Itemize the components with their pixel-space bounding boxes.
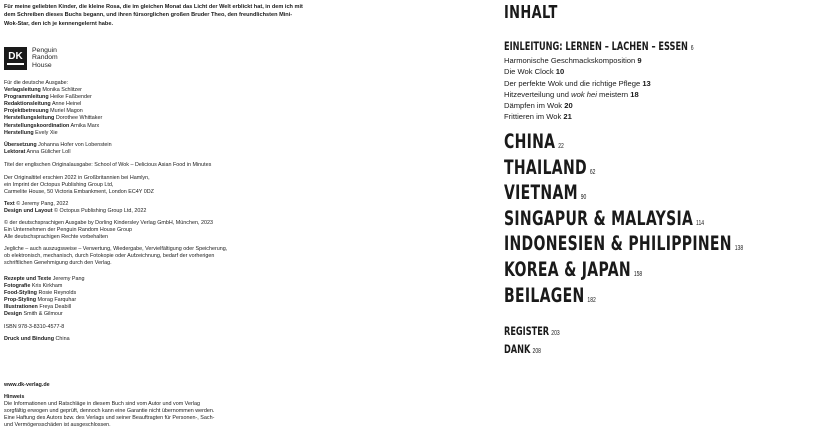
original-edition-info [4,175,154,196]
text-line: Alle deutschsprachigen Rechte vorbehalten [4,234,108,241]
dk-logo-mark: DK [8,51,23,63]
credit-row: Projektbetreuung Muriel Magon [4,108,83,115]
credit-row: Rezepte und Texte Jeremy Pang [4,276,85,282]
credit-row: Redaktionsleitung Anne Heinel [4,101,82,108]
page-number: 10 [555,67,565,77]
toc-subsection-entry[interactable]: Dämpfen im Wok 20 [504,101,573,111]
page-number: 62 [589,168,596,176]
text-line: Carmelite House, 50 Victoria Embankment, London EC4Y 0DZ [4,189,154,196]
credit-row: Herstellungskoordination Arnika Marx [4,122,100,129]
page-number: 138 [734,245,744,253]
credit-row: Verlagsleitung Monika Schlitzer [4,87,82,94]
text-line: © der deutschsprachigen Ausgabe by Dorling Kindersley Verlag GmbH, München, 2023 [4,220,213,226]
credit-row: Illustrationen Freya Deabill [4,304,72,311]
page-number: 203 [551,330,560,337]
page-number: 6 [690,45,694,52]
rights-notice [4,246,227,267]
book-creators [4,276,85,319]
text-line: Der Originaltitel erschien 2022 in Großbritannien bei Hamlyn, [4,175,150,181]
toc-subsection-list [504,55,767,123]
website-link[interactable]: www.dk-verlag.de [4,382,50,388]
credit-row: Fotografie Kris Kirkham [4,283,63,290]
toc-entry-register[interactable]: REGISTER 203 [504,324,560,338]
publisher-name-line: Penguin [32,47,57,54]
toc-subsection-entry[interactable]: Harmonische Geschmackskomposition 9 [504,56,642,65]
page-number: 182 [587,296,596,304]
toc-chapter-korea-japan[interactable]: KOREA & JAPAN 158 [504,257,643,281]
page-number: 18 [630,89,639,99]
publisher-name-line: Random [32,54,58,62]
toc-intro-section [504,39,767,123]
toc-subsection-entry[interactable]: Die Wok Clock 10 [504,67,565,77]
page-number: 90 [580,194,587,202]
toc-chapter-indonesien-philippinen[interactable]: INDONESIEN & PHILIPPINEN 138 [504,232,744,256]
german-edition-credits [4,80,102,137]
page-number: 21 [563,112,572,122]
toc-subsection-entry[interactable]: Frittieren im Wok 21 [504,112,572,122]
toc-subsection-entry[interactable]: Hitzeverteilung und wok hei meistern 18 [504,89,639,99]
toc-chapter-china[interactable]: CHINA 22 [504,130,564,153]
disclaimer [4,394,256,429]
dk-copyright [4,220,213,241]
toc-chapter-vietnam[interactable]: VIETNAM 90 [504,181,587,205]
dedication: Für meine geliebten Kinder, die kleine Rosa, die im gleichen Monat das Licht der Welt erblickt hat, in dem ich mit dem Schreiben dieses Buchs begann, und ihren fürsorglichen großen Bruder Theo, den freundlichsten Mini-Wok-Star, den ich je kennengelernt habe. [4,4,303,27]
publisher-name [32,47,58,69]
page-number: 20 [564,101,573,111]
toc-subsection-entry[interactable]: Der perfekte Wok und die richtige Pflege 13 [504,78,651,88]
publisher-logo [4,47,58,72]
text-line: Jegliche – auch auszugsweise – Verwertung, Wiedergabe, Vervielfältigung oder Speicherung, [4,246,228,252]
credits-intro: Für die deutsche Ausgabe: [4,80,69,86]
credit-row: Herstellungsleitung Dorothee Whittaker [4,115,103,122]
text-line: Eine Haftung des Autors bzw. des Verlags und seiner Beauftragten für Personen-, Sach- [4,415,215,422]
dk-logo-icon [4,47,27,70]
credit-row: Food-Styling Rosie Reynolds [4,290,77,297]
credit-row: Design und Layout © Octopus Publishing Group Ltd, 2022 [4,208,147,215]
text-copyright [4,201,146,215]
text-line: schriftlichen Genehmigung durch den Verlag. [4,260,112,267]
text-line: ein Imprint der Octopus Publishing Group Ltd, [4,182,114,189]
publisher-name-line: House [32,61,52,69]
credit-row: Lektorat Anna Gülicher Loll [4,149,71,156]
text-line: und Vermögensschäden ist ausgeschlossen. [4,422,111,429]
page-number: 13 [642,78,651,88]
page-number: 114 [696,219,705,227]
toc-back-matter [504,322,581,358]
toc-chapter-list [504,130,836,309]
toc-chapter-singapur-malaysia[interactable]: SINGAPUR & MALAYSIA 114 [504,206,705,230]
text-line: sorgfältig erwogen und geprüft, dennoch kann eine Garantie nicht übernommen werden. [4,408,215,415]
isbn: ISBN 978-3-8310-4577-8 [4,324,65,330]
disclaimer-title: Hinweis [4,394,25,400]
page-number: 9 [637,56,642,65]
text-line: Die Informationen und Ratschläge in diesem Buch sind vom Autor und vom Verlag [4,401,200,408]
page-number: 158 [633,270,643,278]
credit-row: Prop-Styling Morag Farquhar [4,297,77,304]
toc-chapter-thailand[interactable]: THAILAND 62 [504,155,596,179]
page-number: 208 [532,348,541,355]
toc-heading: INHALT [504,2,558,23]
credit-row: Design Smith & Gilmour [4,311,63,318]
translation-credits [4,142,112,156]
toc-intro-entry[interactable]: EINLEITUNG: LERNEN – LACHEN – ESSEN 6 [504,39,694,53]
credit-row: Übersetzung Johanna Hofer von Lobenstein [4,142,112,148]
table-of-contents [360,0,744,435]
credit-row: Text © Jeremy Pang, 2022 [4,201,69,207]
text-line: Ein Unternehmen der Penguin Random House Group [4,227,132,234]
page-number: 22 [558,143,564,150]
toc-entry-dank[interactable]: DANK 208 [504,342,541,356]
text-line: ob elektronisch, mechanisch, durch Fotokopie oder Aufzeichnung, bedarf der vorherigen [4,253,215,260]
credit-row: Programmleitung Heike Faßbender [4,94,92,101]
credit-row: Herstellung Evely Xie [4,129,58,136]
print-info: Druck und Bindung China [4,336,70,342]
original-title: Titel der englischen Originalausgabe: School of Wok – Delicious Asian Food in Minutes [4,162,212,168]
toc-chapter-beilagen[interactable]: BEILAGEN 182 [504,283,596,307]
imprint-page [0,0,360,435]
